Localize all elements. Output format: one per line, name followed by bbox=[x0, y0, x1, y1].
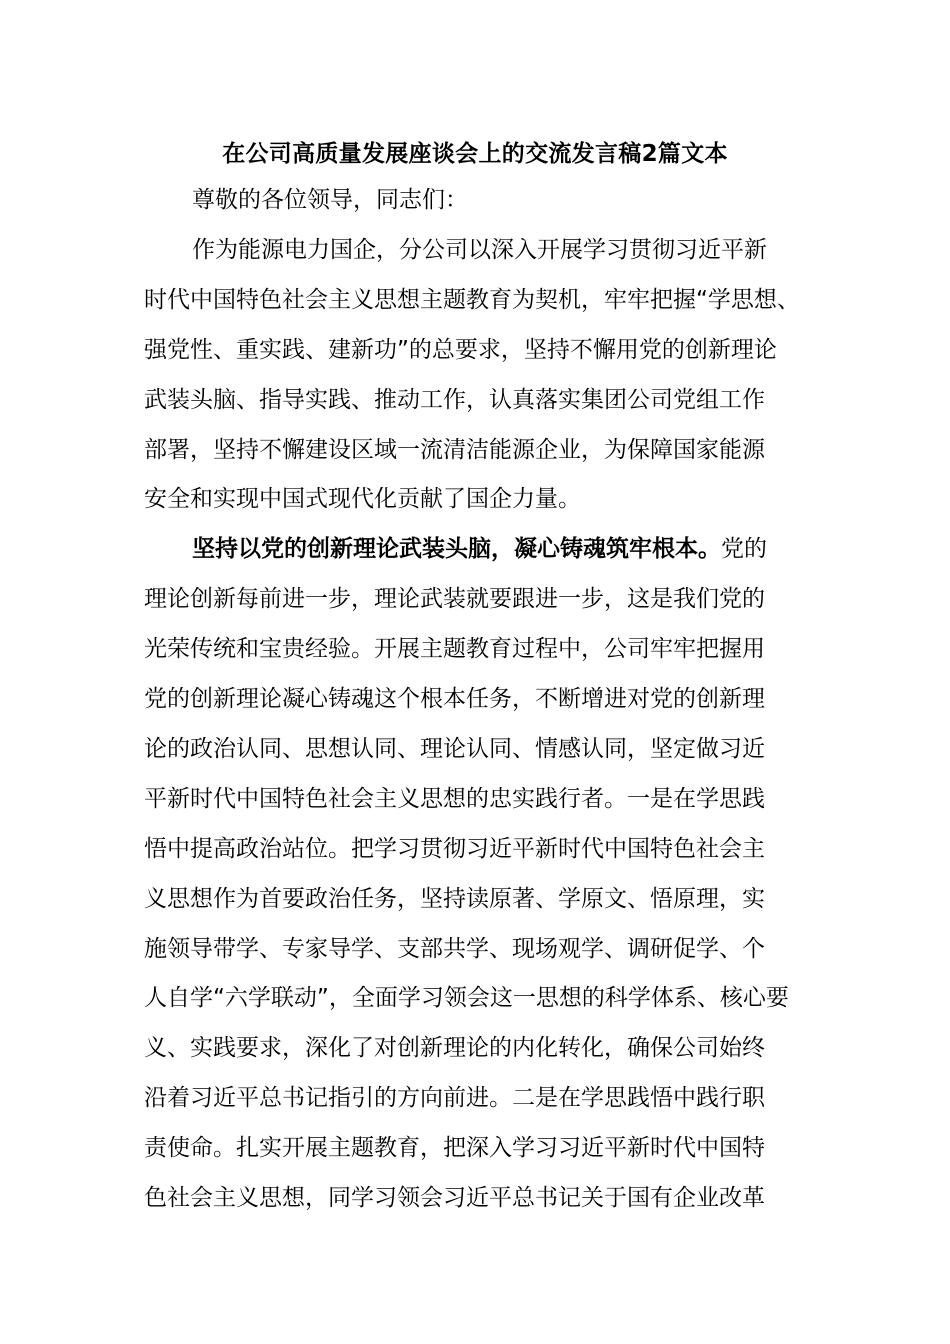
paragraph2-line: 人自学“六学联动”，全面学习领会这一思想的科学体系、核心要 bbox=[144, 985, 789, 1011]
paragraph2-line: 责使命。扎实开展主题教育，把深入学习习近平新时代中国特 bbox=[144, 1135, 765, 1161]
paragraph2-line: 党的创新理论凝心铸魂这个根本任务，不断增进对党的创新理 bbox=[144, 686, 765, 712]
paragraph1-line: 作为能源电力国企，分公司以深入开展学习贯彻习近平新 bbox=[192, 237, 767, 263]
paragraph2-first-line-rest: 党的 bbox=[721, 536, 767, 562]
paragraph2-heading: 坚持以党的创新理论武装头脑，凝心铸魂筑牢根本。 bbox=[192, 536, 721, 562]
paragraph2-line: 沿着习近平总书记指引的方向前进。二是在学思践悟中践行职 bbox=[144, 1085, 765, 1111]
paragraph2-line: 光荣传统和宝贵经验。开展主题教育过程中，公司牢牢把握用 bbox=[144, 636, 765, 662]
paragraph1-line: 时代中国特色社会主义思想主题教育为契机，牢牢把握“学思想、 bbox=[144, 287, 800, 313]
paragraph2-line: 施领导带学、专家导学、支部共学、现场观学、调研促学、个 bbox=[144, 936, 765, 962]
paragraph1-line: 安全和实现中国式现代化贡献了国企力量。 bbox=[144, 486, 581, 512]
paragraph2-line: 义、实践要求，深化了对创新理论的内化转化，确保公司始终 bbox=[144, 1035, 765, 1061]
paragraph1-line: 强党性、重实践、建新功”的总要求，坚持不懈用党的创新理论 bbox=[144, 337, 777, 363]
paragraph2-line: 色社会主义思想，同学习领会习近平总书记关于国有企业改革 bbox=[144, 1185, 765, 1211]
paragraph2-first-line bbox=[192, 529, 814, 569]
paragraph2-line: 悟中提高政治站位。把学习贯彻习近平新时代中国特色社会主 bbox=[144, 836, 765, 862]
paragraph1-line: 部署，坚持不懈建设区域一流清洁能源企业，为保障国家能源 bbox=[144, 437, 765, 463]
paragraph1-line: 武装头脑、指导实践、推动工作，认真落实集团公司党组工作 bbox=[144, 387, 765, 413]
salutation: 尊敬的各位领导，同志们： bbox=[192, 187, 468, 213]
paragraph2-line: 义思想作为首要政治任务，坚持读原著、学原文、悟原理，实 bbox=[144, 886, 765, 912]
paragraph2-line: 理论创新每前进一步，理论武装就要跟进一步，这是我们党的 bbox=[144, 586, 765, 612]
paragraph2-line: 论的政治认同、思想认同、理论认同、情感认同，坚定做习近 bbox=[144, 736, 765, 762]
document-title: 在公司高质量发展座谈会上的交流发言稿2篇文本 bbox=[222, 141, 728, 167]
paragraph2-line: 平新时代中国特色社会主义思想的忠实践行者。一是在学思践 bbox=[144, 786, 765, 812]
